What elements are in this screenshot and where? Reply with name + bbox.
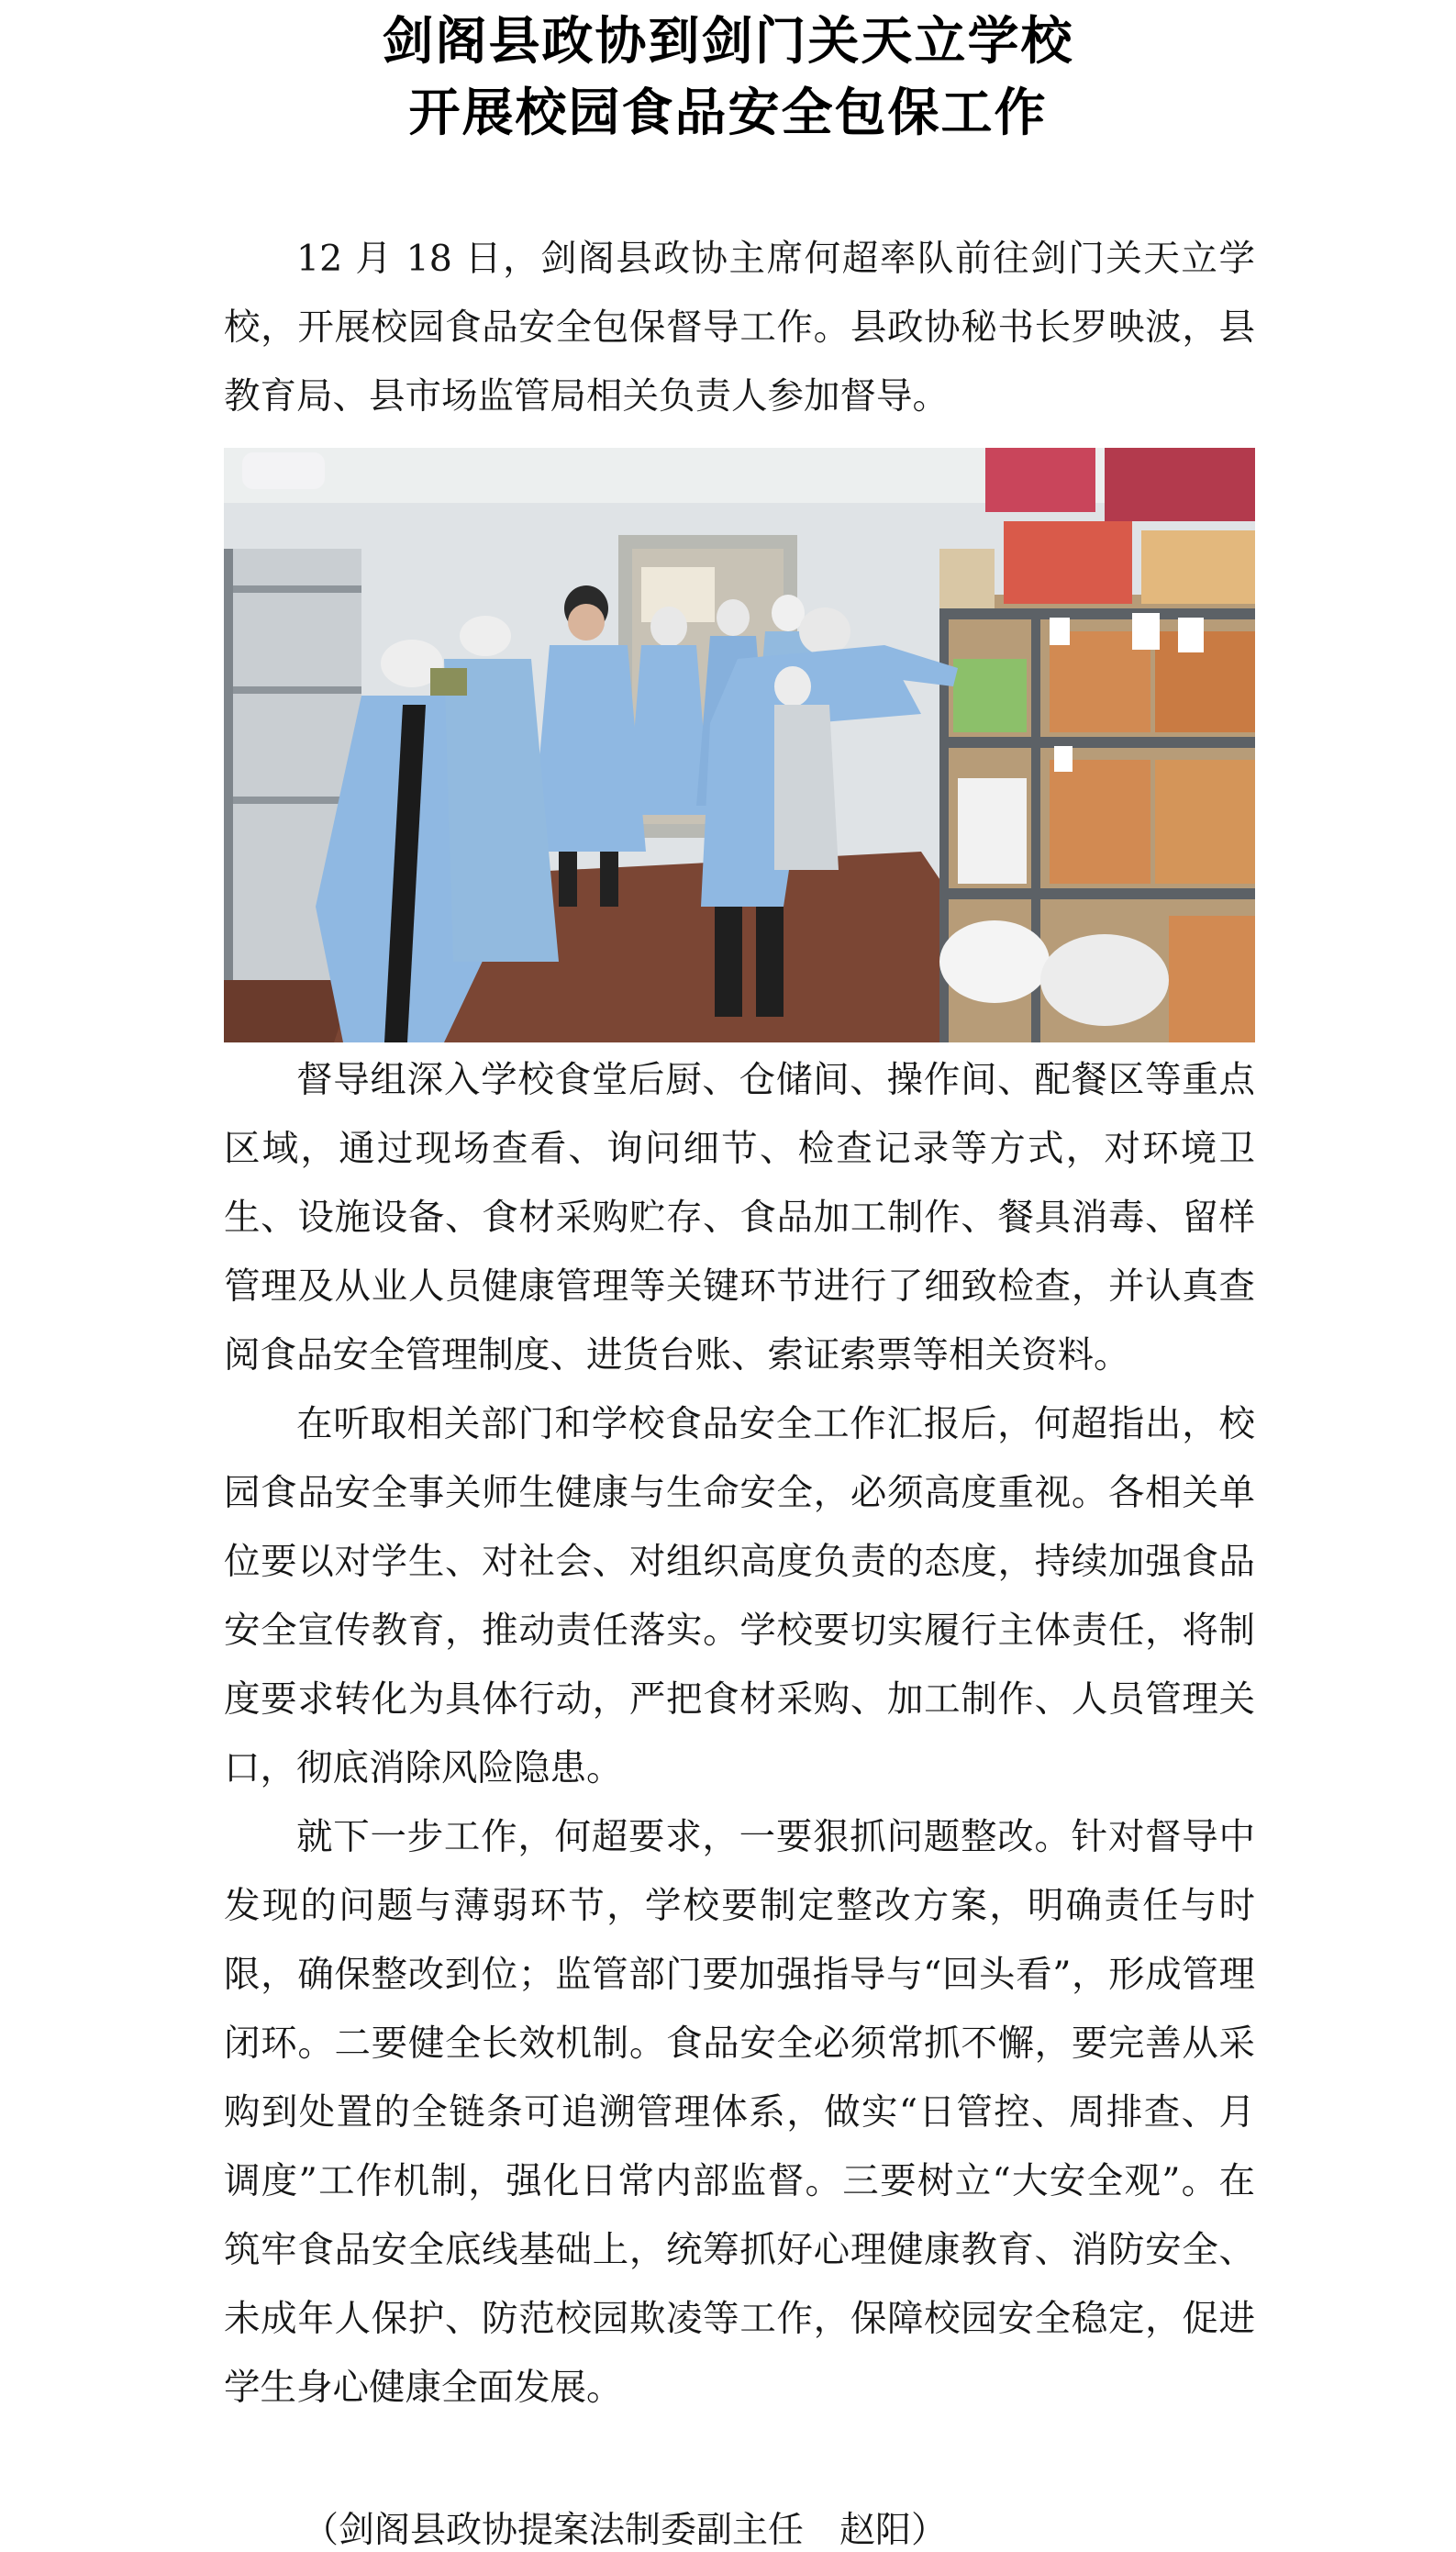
article-intro <box>224 225 1255 431</box>
paragraph-3: 在听取相关部门和学校食品安全工作汇报后，何超指出，校园食品安全事关师生健康与生命安全，必须高度重视。各相关单位要以对学生、对社会、对组织高度负责的态度，持续加强食品安全宣传教育，推动责任落实。学校要切实履行主体责任，将制度要求转化为具体行动，严把食材采购、加工制作、人员管理关口，彻底消除风险隐患。 <box>224 1403 1255 1789</box>
author-signature: （剑阁县政协提案法制委副主任 赵阳） <box>303 2510 948 2551</box>
paragraph-1: 12 月 18 日，剑阁县政协主席何超率队前往剑门关天立学校，开展校园食品安全包保督导工作。县政协秘书长罗映波，县教育局、县市场监管局相关负责人参加督导。 <box>224 238 1255 418</box>
article-body <box>224 1046 1255 2423</box>
article-title-line-2: 开展校园食品安全包保工作 <box>408 83 1048 143</box>
inspection-photo <box>224 448 1255 1042</box>
paragraph-2: 督导组深入学校食堂后厨、仓储间、操作间、配餐区等重点区域，通过现场查看、询问细节、检查记录等方式，对环境卫生、设施设备、食材采购贮存、食品加工制作、餐具消毒、留样管理及从业人员健康管理等关键环节进行了细致检查，并认真查阅食品安全管理制度、进货台账、索证索票等相关资料。 <box>224 1059 1255 1376</box>
article-title-line-1: 剑阁县政协到剑门关天立学校 <box>382 11 1074 72</box>
paragraph-4: 就下一步工作，何超要求，一要狠抓问题整改。针对督导中发现的问题与薄弱环节，学校要制定整改方案，明确责任与时限，确保整改到位；监管部门要加强指导与“回头看”，形成管理闭环。二要健全长效机制。食品安全必须常抓不懈，要完善从采购到处置的全链条可追溯管理体系，做实“日管控、周排查、月调度”工作机制，强化日常内部监督。三要树立“大安全观”。在筑牢食品安全底线基础上，统筹抓好心理健康教育、消防安全、未成年人保护、防范校园欺凌等工作，保障校园安全稳定，促进学生身心健康全面发展。 <box>224 1816 1255 2409</box>
